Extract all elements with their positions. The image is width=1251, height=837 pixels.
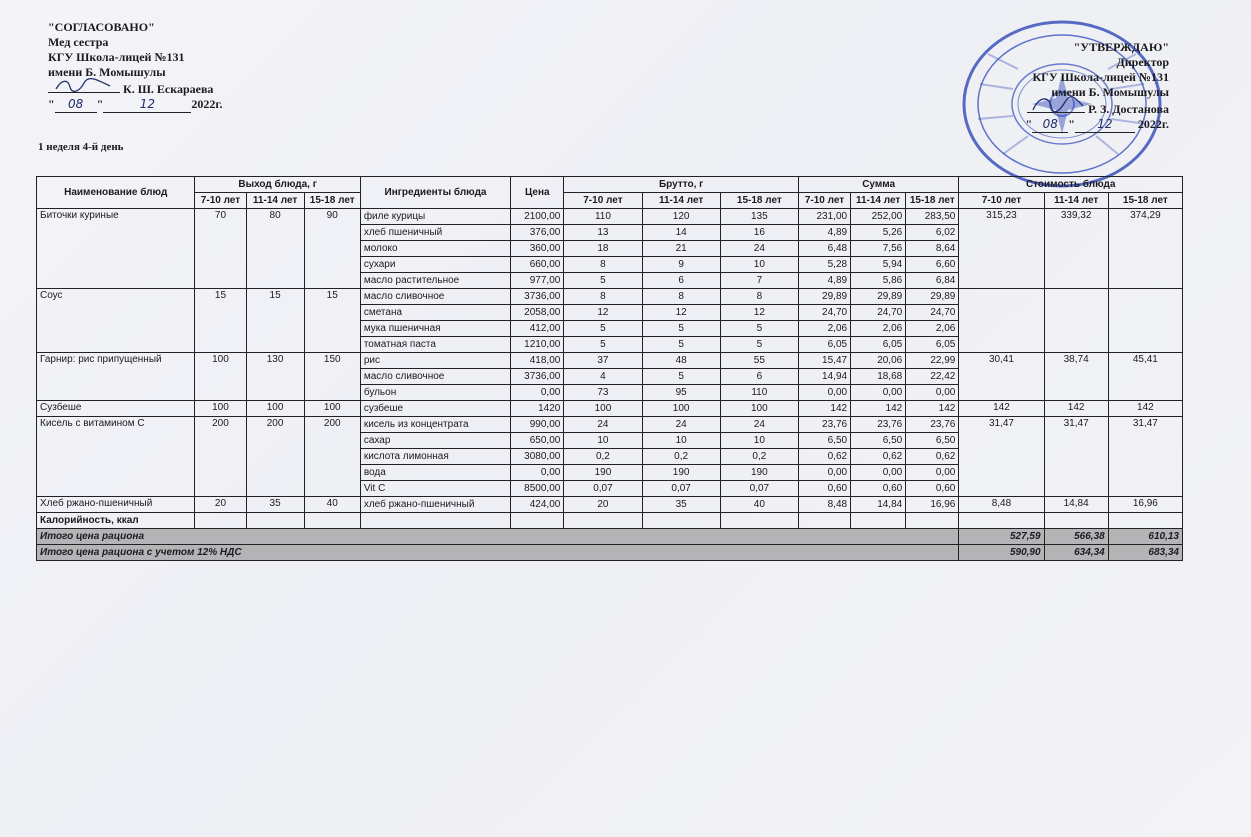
ingredient-brutto: 37 <box>564 353 642 369</box>
ingredient-sum: 15,47 <box>798 353 850 369</box>
ingredient-sum: 6,84 <box>906 273 959 289</box>
ingredient-sum: 5,86 <box>851 273 906 289</box>
header-dish: Наименование блюд <box>37 177 195 209</box>
header-age: 15-18 лет <box>906 193 959 209</box>
header-age: 7-10 лет <box>564 193 642 209</box>
ingredient-brutto: 190 <box>564 465 642 481</box>
ingredient-brutto: 40 <box>720 497 798 513</box>
header-age: 7-10 лет <box>798 193 850 209</box>
dish-yield: 15 <box>246 289 304 353</box>
approval-title: "УТВЕРЖДАЮ" <box>1073 40 1169 54</box>
ingredient-brutto: 55 <box>720 353 798 369</box>
ingredient-brutto: 0,07 <box>720 481 798 497</box>
dish-yield: 130 <box>246 353 304 401</box>
ingredient-sum: 5,28 <box>798 257 850 273</box>
ingredient-brutto: 100 <box>720 401 798 417</box>
ingredient-price: 2058,00 <box>511 305 564 321</box>
ingredient-sum: 23,76 <box>798 417 850 433</box>
ingredient-brutto: 95 <box>642 385 720 401</box>
ingredient-sum: 0,62 <box>851 449 906 465</box>
dish-yield: 200 <box>195 417 246 497</box>
dish-yield: 20 <box>195 497 246 513</box>
signature-image <box>54 77 114 93</box>
dish-cost: 14,84 <box>1044 497 1108 513</box>
dish-yield: 40 <box>304 497 360 513</box>
header-age: 15-18 лет <box>720 193 798 209</box>
table-row <box>37 497 1183 513</box>
ingredient-sum: 283,50 <box>906 209 959 225</box>
approval-signature-line <box>1026 100 1169 117</box>
dish-cost: 31,47 <box>1108 417 1182 497</box>
ingredient-brutto: 0,07 <box>564 481 642 497</box>
total-row <box>37 529 1183 545</box>
ingredient-sum: 29,89 <box>851 289 906 305</box>
dish-yield: 35 <box>246 497 304 513</box>
header-age: 7-10 лет <box>195 193 246 209</box>
ingredient-sum: 6,60 <box>906 257 959 273</box>
ingredient-sum: 23,76 <box>851 417 906 433</box>
approval-position: Директор <box>1116 55 1169 69</box>
dish-yield: 70 <box>195 209 246 289</box>
date-month: 12 <box>1075 117 1135 133</box>
ingredient-brutto: 7 <box>720 273 798 289</box>
header-price: Цена <box>511 177 564 209</box>
ingredient-sum: 0,62 <box>798 449 850 465</box>
ingredient-sum: 142 <box>906 401 959 417</box>
ingredient-sum: 0,60 <box>798 481 850 497</box>
dish-yield: 15 <box>195 289 246 353</box>
dish-name: Кисель с витамином С <box>37 417 195 497</box>
ingredient-sum: 6,50 <box>798 433 850 449</box>
ingredient-sum: 6,05 <box>798 337 850 353</box>
ingredient-brutto: 20 <box>564 497 642 513</box>
date-day: 08 <box>55 97 97 113</box>
total-value: 610,13 <box>1108 529 1182 545</box>
ingredient-price: 412,00 <box>511 321 564 337</box>
total-vat-label: Итого цена рациона с учетом 12% НДС <box>37 545 959 561</box>
ingredient-brutto: 0,2 <box>642 449 720 465</box>
date-day: 08 <box>1032 117 1068 133</box>
ingredient-sum: 8,64 <box>906 241 959 257</box>
dish-cost: 142 <box>959 401 1044 417</box>
header-cost: Стоимость блюда <box>959 177 1183 193</box>
dish-name: Биточки куриные <box>37 209 195 289</box>
header-age: 11-14 лет <box>1044 193 1108 209</box>
approval-date: " 08 " 12 2022г. <box>1025 117 1169 131</box>
ingredient-brutto: 10 <box>720 433 798 449</box>
total-vat-row <box>37 545 1183 561</box>
ingredient-name: кисель из концентрата <box>360 417 510 433</box>
dish-yield: 90 <box>304 209 360 289</box>
ingredient-price: 2100,00 <box>511 209 564 225</box>
ingredient-price: 3080,00 <box>511 449 564 465</box>
ingredient-sum: 4,89 <box>798 273 850 289</box>
menu-cost-table <box>36 176 1183 561</box>
ingredient-sum: 22,42 <box>906 369 959 385</box>
ingredient-brutto: 5 <box>642 337 720 353</box>
dish-yield: 150 <box>304 353 360 401</box>
ingredient-brutto: 24 <box>642 417 720 433</box>
ingredient-brutto: 18 <box>564 241 642 257</box>
header-yield: Выход блюда, г <box>195 177 360 193</box>
ingredient-brutto: 120 <box>642 209 720 225</box>
ingredient-sum: 6,48 <box>798 241 850 257</box>
ingredient-brutto: 0,2 <box>564 449 642 465</box>
dish-cost: 16,96 <box>1108 497 1182 513</box>
ingredient-brutto: 135 <box>720 209 798 225</box>
dish-yield: 100 <box>195 353 246 401</box>
table-row <box>37 289 1183 305</box>
approval-date: " 08 " 12 2022г. <box>48 97 223 111</box>
dish-cost: 31,47 <box>959 417 1044 497</box>
approval-signer: К. Ш. Ескараева <box>123 82 214 96</box>
approval-signature-line <box>48 80 222 97</box>
dish-name: Соус <box>37 289 195 353</box>
ingredient-sum: 0,00 <box>906 385 959 401</box>
ingredient-sum: 0,00 <box>851 385 906 401</box>
ingredient-sum: 231,00 <box>798 209 850 225</box>
ingredient-brutto: 8 <box>720 289 798 305</box>
header-age: 11-14 лет <box>642 193 720 209</box>
ingredient-brutto: 8 <box>564 257 642 273</box>
ingredient-sum: 142 <box>798 401 850 417</box>
ingredient-sum: 4,89 <box>798 225 850 241</box>
ingredient-brutto: 12 <box>720 305 798 321</box>
ingredient-sum: 16,96 <box>906 497 959 513</box>
total-value: 527,59 <box>959 529 1044 545</box>
ingredient-name: молоко <box>360 241 510 257</box>
ingredient-brutto: 5 <box>642 321 720 337</box>
ingredient-brutto: 5 <box>564 321 642 337</box>
dish-cost: 142 <box>1044 401 1108 417</box>
ingredient-brutto: 5 <box>720 337 798 353</box>
dish-cost: 45,41 <box>1108 353 1182 401</box>
ingredient-brutto: 12 <box>564 305 642 321</box>
ingredient-sum: 0,00 <box>906 465 959 481</box>
ingredient-price: 3736,00 <box>511 369 564 385</box>
ingredient-sum: 22,99 <box>906 353 959 369</box>
dish-yield: 15 <box>304 289 360 353</box>
ingredient-sum: 20,06 <box>851 353 906 369</box>
ingredient-sum: 0,62 <box>906 449 959 465</box>
ingredient-name: филе курицы <box>360 209 510 225</box>
ingredient-name: сузбеше <box>360 401 510 417</box>
ingredient-sum: 14,94 <box>798 369 850 385</box>
ingredient-sum: 0,00 <box>851 465 906 481</box>
header-age: 11-14 лет <box>851 193 906 209</box>
dish-yield: 80 <box>246 209 304 289</box>
ingredient-sum: 24,70 <box>906 305 959 321</box>
dish-yield: 100 <box>304 401 360 417</box>
dish-yield: 100 <box>195 401 246 417</box>
dish-yield: 100 <box>246 401 304 417</box>
ingredient-brutto: 5 <box>642 369 720 385</box>
ingredient-sum: 23,76 <box>906 417 959 433</box>
ingredient-price: 0,00 <box>511 385 564 401</box>
ingredient-name: рис <box>360 353 510 369</box>
ingredient-price: 8500,00 <box>511 481 564 497</box>
dish-cost: 8,48 <box>959 497 1044 513</box>
table-row <box>37 353 1183 369</box>
ingredient-price: 360,00 <box>511 241 564 257</box>
header-brutto: Брутто, г <box>564 177 799 193</box>
dish-cost: 339,32 <box>1044 209 1108 289</box>
dish-name: Хлеб ржано-пшеничный <box>37 497 195 513</box>
header-age: 15-18 лет <box>304 193 360 209</box>
signature-image <box>1029 94 1085 114</box>
ingredient-price: 990,00 <box>511 417 564 433</box>
ingredient-sum: 6,02 <box>906 225 959 241</box>
ingredient-name: масло сливочное <box>360 289 510 305</box>
approval-org: КГУ Школа-лицей №131 <box>1032 70 1169 84</box>
header-age: 15-18 лет <box>1108 193 1182 209</box>
ingredient-sum: 24,70 <box>851 305 906 321</box>
ingredient-sum: 8,48 <box>798 497 850 513</box>
ingredient-price: 660,00 <box>511 257 564 273</box>
ingredient-brutto: 13 <box>564 225 642 241</box>
ingredient-name: сахар <box>360 433 510 449</box>
ingredient-sum: 6,05 <box>906 337 959 353</box>
ingredient-sum: 2,06 <box>906 321 959 337</box>
ingredient-name: бульон <box>360 385 510 401</box>
calories-row <box>37 513 1183 529</box>
ingredient-brutto: 14 <box>642 225 720 241</box>
table-header <box>37 177 1183 209</box>
ingredient-brutto: 8 <box>564 289 642 305</box>
ingredient-brutto: 12 <box>642 305 720 321</box>
ingredient-sum: 18,68 <box>851 369 906 385</box>
ingredient-sum: 5,94 <box>851 257 906 273</box>
ingredient-brutto: 21 <box>642 241 720 257</box>
ingredient-brutto: 16 <box>720 225 798 241</box>
ingredient-name: масло растительное <box>360 273 510 289</box>
ingredient-name: масло сливочное <box>360 369 510 385</box>
approval-named: имени Б. Момышулы <box>48 65 166 79</box>
dish-yield: 200 <box>246 417 304 497</box>
ingredient-brutto: 10 <box>564 433 642 449</box>
ingredient-price: 650,00 <box>511 433 564 449</box>
table-footer <box>37 513 1183 561</box>
ingredient-brutto: 100 <box>642 401 720 417</box>
approval-org: КГУ Школа-лицей №131 <box>48 50 185 64</box>
ingredient-sum: 29,89 <box>798 289 850 305</box>
ingredient-brutto: 5 <box>564 273 642 289</box>
ingredient-price: 1210,00 <box>511 337 564 353</box>
ingredient-brutto: 6 <box>720 369 798 385</box>
dish-yield: 200 <box>304 417 360 497</box>
ingredient-brutto: 24 <box>564 417 642 433</box>
ingredient-name: Vit C <box>360 481 510 497</box>
total-vat-value: 634,34 <box>1044 545 1108 561</box>
ingredient-brutto: 110 <box>564 209 642 225</box>
ingredient-sum: 2,06 <box>851 321 906 337</box>
ingredient-name: кислота лимонная <box>360 449 510 465</box>
ingredient-brutto: 9 <box>642 257 720 273</box>
ingredient-price: 418,00 <box>511 353 564 369</box>
date-year: 2022г. <box>191 97 223 111</box>
ingredient-brutto: 6 <box>642 273 720 289</box>
ingredient-brutto: 24 <box>720 241 798 257</box>
ingredient-brutto: 5 <box>564 337 642 353</box>
header-ingredients: Ингредиенты блюда <box>360 177 510 209</box>
dish-name: Сузбеше <box>37 401 195 417</box>
ingredient-name: сметана <box>360 305 510 321</box>
header-age: 7-10 лет <box>959 193 1044 209</box>
week-day-label: 1 неделя 4-й день <box>38 141 124 153</box>
dish-cost <box>1044 289 1108 353</box>
dish-cost: 31,47 <box>1044 417 1108 497</box>
ingredient-sum: 0,00 <box>798 465 850 481</box>
approval-block-left <box>48 20 222 113</box>
dish-cost: 315,23 <box>959 209 1044 289</box>
ingredient-name: сухари <box>360 257 510 273</box>
total-label: Итого цена рациона <box>37 529 959 545</box>
dish-cost <box>1108 289 1182 353</box>
ingredient-brutto: 35 <box>642 497 720 513</box>
approval-position: Мед сестра <box>48 35 109 49</box>
table-row <box>37 401 1183 417</box>
ingredient-brutto: 0,2 <box>720 449 798 465</box>
header-sum: Сумма <box>798 177 958 193</box>
ingredient-price: 1420 <box>511 401 564 417</box>
dish-cost <box>959 289 1044 353</box>
ingredient-price: 977,00 <box>511 273 564 289</box>
ingredient-brutto: 73 <box>564 385 642 401</box>
ingredient-brutto: 8 <box>642 289 720 305</box>
ingredient-name: хлеб пшеничный <box>360 225 510 241</box>
ingredient-name: вода <box>360 465 510 481</box>
ingredient-price: 3736,00 <box>511 289 564 305</box>
table-row <box>37 417 1183 433</box>
total-value: 566,38 <box>1044 529 1108 545</box>
ingredient-sum: 14,84 <box>851 497 906 513</box>
ingredient-sum: 6,50 <box>851 433 906 449</box>
approval-named: имени Б. Момышулы <box>1051 85 1169 99</box>
ingredient-sum: 2,06 <box>798 321 850 337</box>
date-year: 2022г. <box>1137 117 1169 131</box>
ingredient-brutto: 10 <box>720 257 798 273</box>
calories-label: Калорийность, ккал <box>37 513 195 529</box>
table-body <box>37 209 1183 513</box>
ingredient-brutto: 110 <box>720 385 798 401</box>
ingredient-sum: 142 <box>851 401 906 417</box>
ingredient-sum: 7,56 <box>851 241 906 257</box>
ingredient-brutto: 5 <box>720 321 798 337</box>
ingredient-sum: 0,00 <box>798 385 850 401</box>
ingredient-name: мука пшеничная <box>360 321 510 337</box>
ingredient-sum: 6,50 <box>906 433 959 449</box>
ingredient-sum: 5,26 <box>851 225 906 241</box>
ingredient-brutto: 190 <box>642 465 720 481</box>
ingredient-price: 424,00 <box>511 497 564 513</box>
ingredient-brutto: 0,07 <box>642 481 720 497</box>
dish-cost: 30,41 <box>959 353 1044 401</box>
approval-signer: Р. З. Достанова <box>1088 102 1169 116</box>
ingredient-brutto: 24 <box>720 417 798 433</box>
ingredient-price: 376,00 <box>511 225 564 241</box>
ingredient-sum: 0,60 <box>851 481 906 497</box>
date-month: 12 <box>103 97 191 113</box>
ingredient-sum: 252,00 <box>851 209 906 225</box>
dish-name: Гарнир: рис припущенный <box>37 353 195 401</box>
ingredient-sum: 24,70 <box>798 305 850 321</box>
ingredient-brutto: 48 <box>642 353 720 369</box>
ingredient-brutto: 190 <box>720 465 798 481</box>
approval-block-right <box>1026 40 1169 133</box>
table-row <box>37 209 1183 225</box>
ingredient-brutto: 10 <box>642 433 720 449</box>
total-vat-value: 683,34 <box>1108 545 1182 561</box>
header-age: 11-14 лет <box>246 193 304 209</box>
ingredient-name: хлеб ржано-пшеничный <box>360 497 510 513</box>
ingredient-brutto: 100 <box>564 401 642 417</box>
ingredient-sum: 0,60 <box>906 481 959 497</box>
ingredient-name: томатная паста <box>360 337 510 353</box>
dish-cost: 38,74 <box>1044 353 1108 401</box>
ingredient-brutto: 4 <box>564 369 642 385</box>
total-vat-value: 590,90 <box>959 545 1044 561</box>
ingredient-sum: 29,89 <box>906 289 959 305</box>
approval-title: "СОГЛАСОВАНО" <box>48 20 155 34</box>
dish-cost: 374,29 <box>1108 209 1182 289</box>
dish-cost: 142 <box>1108 401 1182 417</box>
ingredient-sum: 6,05 <box>851 337 906 353</box>
ingredient-price: 0,00 <box>511 465 564 481</box>
